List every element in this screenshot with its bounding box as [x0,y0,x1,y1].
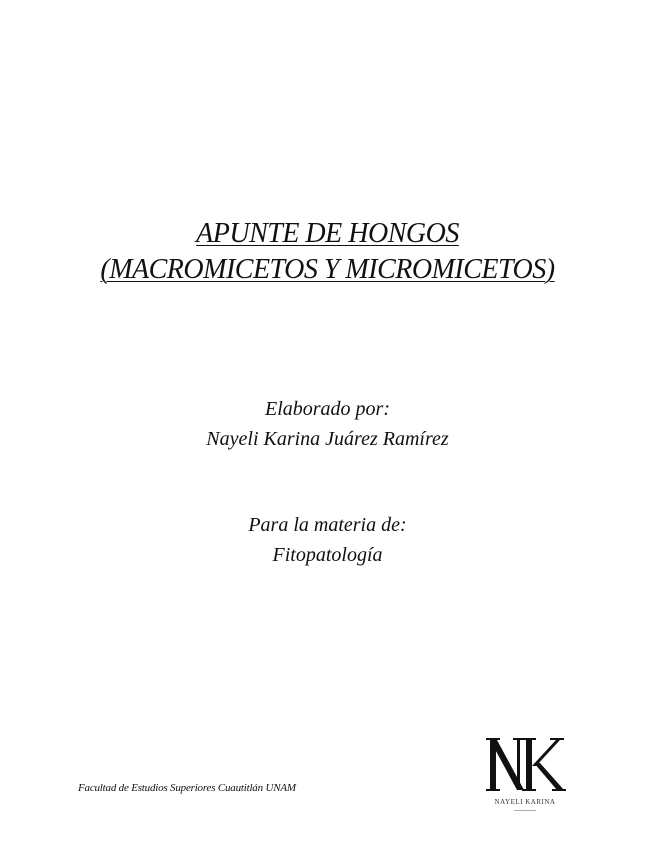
logo-graphic [484,732,566,816]
title-line-1: APUNTE DE HONGOS [196,218,459,249]
institution-footer: Facultad de Estudios Superiores Cuautitlán UNAM [78,782,296,794]
author-section [0,394,655,454]
subject-section [0,510,655,570]
author-name: Nayeli Karina Juárez Ramírez [206,428,449,450]
subject-label: Para la materia de: [248,514,407,536]
svg-text:NAYELI KARINA: NAYELI KARINA [494,798,556,806]
title-line-2: (MACROMICETOS Y MICROMICETOS) [100,254,555,285]
subject-name: Fitopatología [272,544,383,566]
nk-monogram-logo [484,732,566,816]
author-label: Elaborado por: [265,398,390,420]
document-title [0,216,655,288]
